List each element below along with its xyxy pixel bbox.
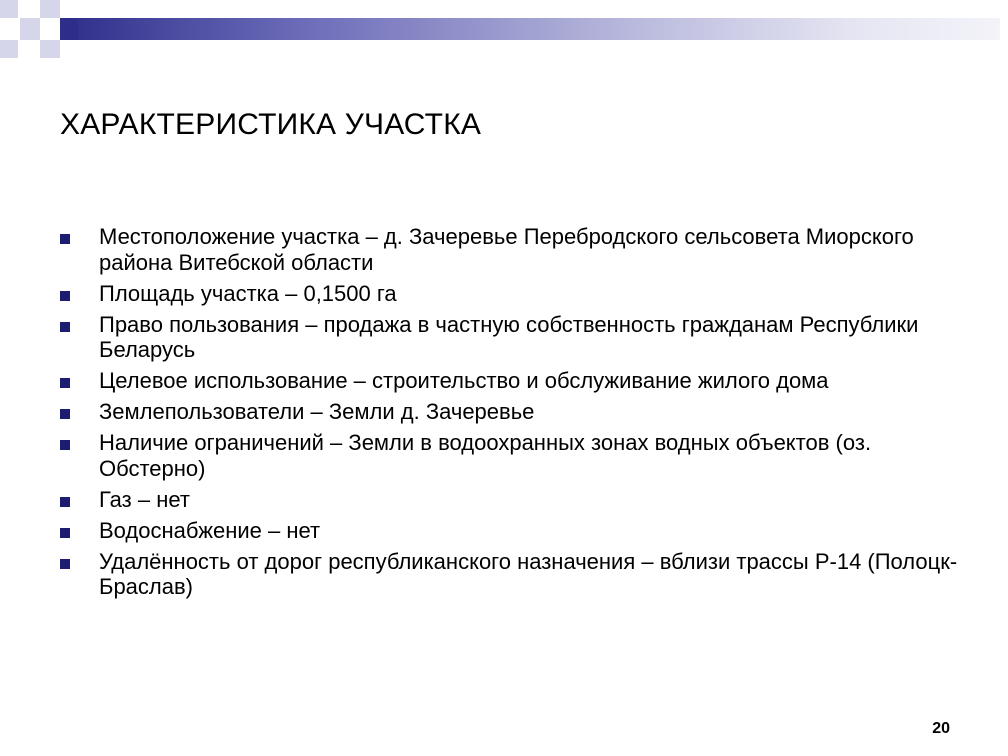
decor-square bbox=[0, 40, 18, 58]
bullet-item bbox=[60, 518, 960, 544]
bullet-item bbox=[60, 487, 960, 513]
bullet-text: Право пользования – продажа в частную собственность гражданам Республики Беларусь bbox=[99, 311, 919, 362]
bullet-item bbox=[60, 399, 960, 425]
decor-square bbox=[0, 0, 18, 18]
square-bullet-icon bbox=[60, 409, 70, 419]
square-bullet-icon bbox=[60, 378, 70, 388]
bullet-text: Площадь участка – 0,1500 га bbox=[99, 280, 397, 306]
bullet-item bbox=[60, 312, 960, 363]
bullet-text: Наличие ограничений – Земли в водоохранных зонах водных объектов (оз. Обстерно) bbox=[99, 430, 872, 481]
bullet-text: Водоснабжение – нет bbox=[99, 517, 321, 543]
bullet-text: Газ – нет bbox=[99, 486, 190, 512]
square-bullet-icon bbox=[60, 497, 70, 507]
bullet-list bbox=[60, 224, 960, 605]
decor-square bbox=[40, 40, 60, 58]
decor-square bbox=[60, 18, 78, 40]
square-bullet-icon bbox=[60, 234, 70, 244]
square-bullet-icon bbox=[60, 528, 70, 538]
square-bullet-icon bbox=[60, 440, 70, 450]
bullet-item bbox=[60, 549, 960, 600]
bullet-item bbox=[60, 281, 960, 307]
bullet-text: Целевое использование – строительство и обслуживание жилого дома bbox=[99, 368, 829, 393]
bullet-item bbox=[60, 224, 960, 275]
page-number: 20 bbox=[932, 720, 950, 737]
square-bullet-icon bbox=[60, 322, 70, 332]
square-bullet-icon bbox=[60, 559, 70, 569]
bullet-item bbox=[60, 430, 960, 481]
square-bullet-icon bbox=[60, 291, 70, 301]
slide-title: ХАРАКТЕРИСТИКА УЧАСТКА bbox=[60, 108, 482, 141]
bullet-text: Удалённость от дорог республиканского назначения – вблизи трассы Р-14 (Полоцк-Браслав) bbox=[99, 548, 958, 599]
decor-square bbox=[40, 0, 60, 18]
header-gradient-band bbox=[60, 18, 1000, 40]
bullet-text: Местоположение участка – д. Зачеревье Перебродского сельсовета Миорского района Витебской области bbox=[99, 224, 914, 275]
bullet-item bbox=[60, 368, 960, 394]
bullet-text: Землепользователи – Земли д. Зачеревье bbox=[99, 399, 535, 424]
decor-square bbox=[20, 18, 40, 40]
